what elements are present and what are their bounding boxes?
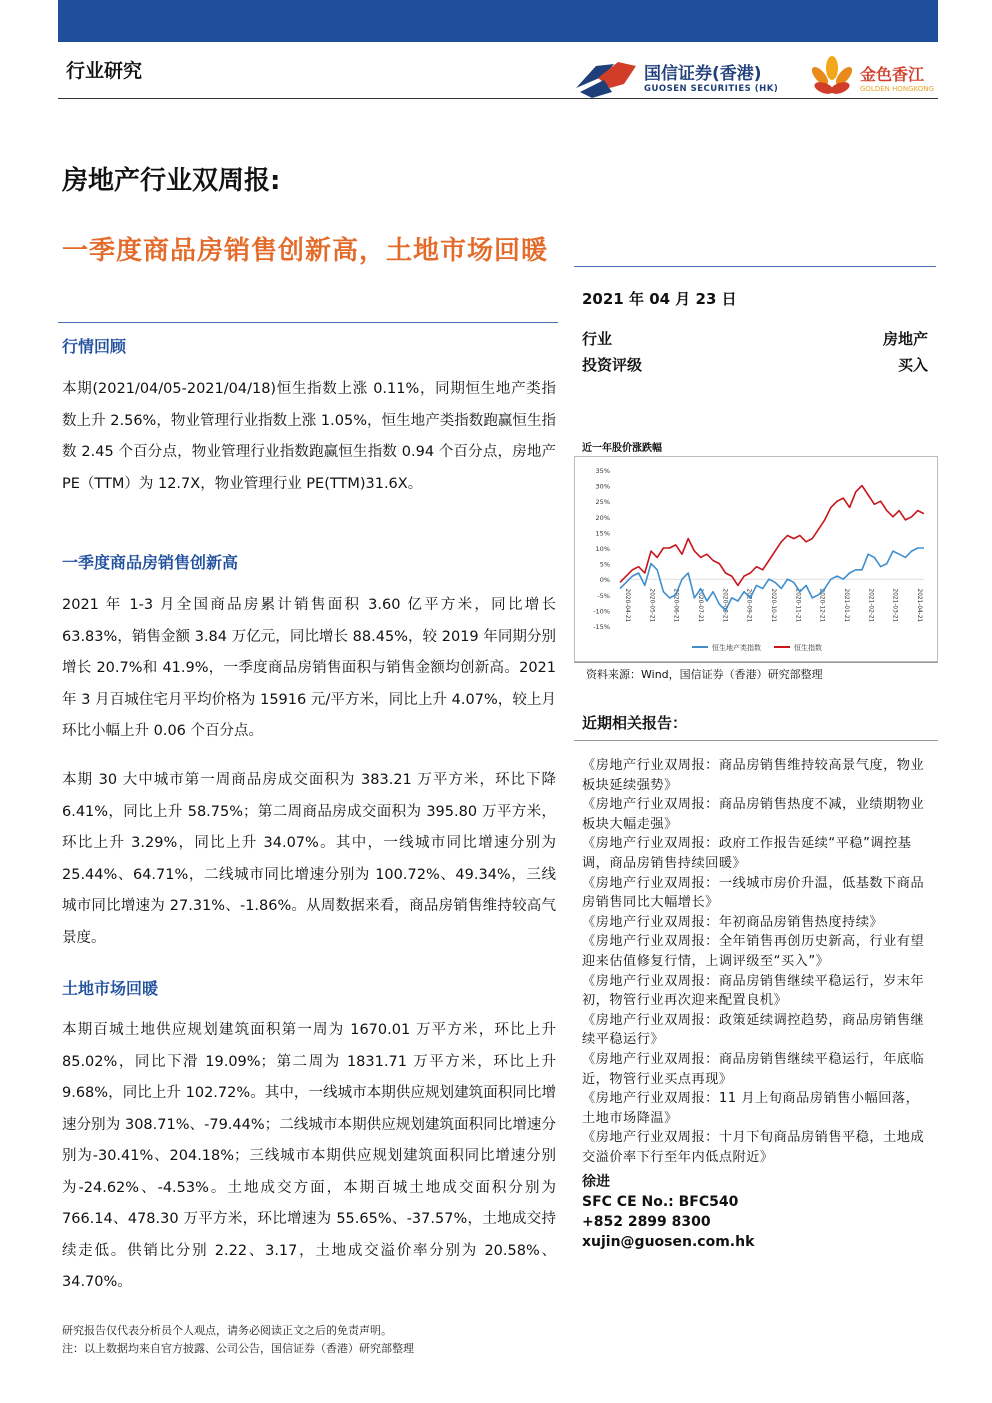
meta-rule (574, 266, 936, 267)
section-heading-land-market: 土地市场回暖 (62, 979, 159, 998)
y-tick-label: 20% (595, 513, 610, 522)
guosen-logo-icon (574, 58, 638, 100)
header-rule (58, 98, 938, 99)
section-heading-q1-sales: 一季度商品房销售创新高 (62, 553, 239, 572)
x-tick-label: 2021-02-21 (867, 588, 874, 623)
analyst-block (582, 1172, 754, 1252)
chart-source: 资料来源：Wind，国信证券（香港）研究部整理 (586, 668, 823, 681)
x-tick-label: 2020-04-21 (624, 588, 630, 623)
x-tick-label: 2020-05-21 (648, 588, 655, 623)
rating-label: 投资评级 (582, 356, 643, 374)
x-tick-label: 2020-10-21 (770, 588, 776, 623)
chart-title: 近一年股价涨跌幅 (582, 443, 662, 454)
golden-logo-cn: 金色香江 (860, 65, 925, 84)
top-color-bar (58, 0, 938, 42)
chart-frame (575, 457, 938, 662)
analyst-name: 徐进 (582, 1174, 610, 1190)
x-tick-label: 2020-12-21 (818, 588, 825, 623)
report-subtitle: 一季度商品房销售创新高，土地市场回暖 (62, 236, 549, 266)
guosen-logo-cn: 国信证券(香港) (644, 64, 762, 84)
recent-reports-rule (574, 740, 938, 741)
report-link[interactable]: 《房地产行业双周报：全年销售再创历史新高，行业有望迎来估值修复行情，上调评级至“买入”》 (582, 934, 925, 969)
x-tick-label: 2021-03-21 (891, 588, 898, 623)
series-line-hsi (620, 486, 924, 586)
paragraph-q1-sales: 2021 年 1-3 月全国商品房累计销售面积 3.60 亿平方米，同比增长 63.83%，销售金额 3.84 万亿元，同比增长 88.45%，较 2019 年同期分别增长 20.7%和 41.9%，一季度商品房销售面积与销售金额均创新高。2021 年 3 月百城住宅月平均价格为 15916 元/平方米，同比上升 4.07%，较上月环比小幅上升 0.06 个百分点。 (62, 597, 556, 739)
report-title: 房地产行业双周报: (62, 166, 281, 196)
analyst-sfc: SFC CE No.: BFC540 (582, 1194, 739, 1210)
guosen-logo-en: GUOSEN SECURITIES (HK) (644, 84, 779, 94)
y-tick-label: 30% (595, 482, 610, 491)
price-change-chart-svg (574, 456, 938, 662)
y-tick-label: 35% (595, 467, 610, 475)
report-link[interactable]: 《房地产行业双周报：政策延续调控趋势，商品房销售继续平稳运行》 (582, 1012, 925, 1048)
golden-flower-icon (806, 54, 858, 102)
y-tick-label: 0% (599, 576, 610, 585)
y-tick-label: 25% (595, 498, 610, 507)
y-tick-label: -10% (593, 607, 610, 616)
golden-logo-en: GOLDEN HONGKONG (860, 85, 934, 93)
rating-value: 买入 (897, 356, 928, 374)
legend-label: 恒生地产类指数 (712, 644, 761, 652)
price-change-chart (574, 456, 938, 662)
report-link[interactable]: 《房地产行业双周报：商品房销售热度不减，业绩期物业板块大幅走强》 (582, 797, 925, 832)
footer-disclaimer: 研究报告仅代表分析员个人观点，请务必阅读正文之后的免责声明。 (62, 1324, 392, 1337)
section-heading-market-review: 行情回顾 (62, 337, 127, 356)
report-link[interactable]: 《房地产行业双周报：11 月上旬商品房销售小幅回落，土地市场降温》 (582, 1091, 920, 1126)
report-date: 2021 年 04 月 23 日 (582, 290, 737, 308)
guosen-logo (574, 56, 794, 102)
analyst-phone: +852 2899 8300 (582, 1214, 711, 1230)
paragraph-weekly-sales: 本期 30 大中城市第一周商品房成交面积为 383.21 万平方米，环比下降 6.41%，同比上升 58.75%；第二周商品房成交面积为 395.80 万平方米，环比上升 3.29%，同比上升 34.07%。其中，一线城市同比增速分别为 25.44%、64.71%，二线城市同比增速分别为 100.72%、49.34%，三线城市同比增速为 27.31%、-1.86%。从周数据来看，商品房销售维持较高气景度。 (62, 772, 556, 946)
paragraph-land-market: 本期百城土地供应规划建筑面积第一周为 1670.01 万平方米，环比上升 85.02%，同比下滑 19.09%；第二周为 1831.71 万平方米，环比上升 9.68%，同比上升 102.72%。其中，一线城市本期供应规划建筑面积同比增速分别为 308.71%、-79.44%；二线城市本期供应规划建筑面积同比增速分别为-30.41%、204.18%；三线城市本期供应规划建筑面积同比增速分别为-24.62%、-4.53%。土地成交方面，本期百城土地成交面积分别为 766.14、478.30 万平方米，环比增速为 55.65%、-37.57%，土地成交持续走低。供销比分别 2.22、3.17，土地成交溢价率分别为 20.58%、34.70%。 (62, 1022, 556, 1290)
report-link[interactable]: 《房地产行业双周报：一线城市房价升温，低基数下商品房销售同比大幅增长》 (582, 875, 925, 911)
report-link[interactable]: 《房地产行业双周报：商品房销售继续平稳运行，岁末年初，物管行业再次迎来配置良机》 (582, 973, 925, 1009)
golden-hongkong-logo (806, 54, 946, 102)
x-tick-label: 2020-06-21 (672, 588, 679, 623)
report-link[interactable]: 《房地产行业双周报：政府工作报告延续“平稳”调控基调，商品房销售持续回暖》 (582, 836, 912, 871)
report-link[interactable]: 《房地产行业双周报：商品房销售继续平稳运行，年底临近，物管行业买点再现》 (582, 1051, 925, 1087)
analyst-email[interactable]: xujin@guosen.com.hk (582, 1234, 755, 1250)
section-tag: 行业研究 (66, 60, 143, 82)
footer-note: 注：以上数据均来自官方披露、公司公告，国信证券（香港）研究部整理 (62, 1342, 414, 1355)
paragraph-market-review: 本期(2021/04/05-2021/04/18)恒生指数上涨 0.11%，同期恒生地产类指数上升 2.56%，物业管理行业指数上涨 1.05%，恒生地产类指数跑赢恒生指数 2.45 个百分点，物业管理行业指数跑赢恒生指数 0.94 个百分点，房地产 PE（TTM）为 12.7X，物业管理行业 PE(TTM)31.6X。 (62, 381, 556, 492)
y-tick-label: -5% (597, 591, 610, 600)
y-tick-label: 5% (599, 560, 610, 569)
x-tick-label: 2020-09-21 (745, 588, 752, 623)
x-tick-label: 2020-08-21 (721, 588, 728, 623)
y-tick-label: 15% (595, 529, 610, 538)
industry-value: 房地产 (882, 330, 928, 348)
report-link[interactable]: 《房地产行业双周报：年初商品房销售热度持续》 (582, 914, 884, 930)
y-tick-label: -15% (593, 623, 610, 631)
industry-label: 行业 (582, 330, 613, 348)
recent-reports-list (582, 756, 928, 1167)
x-tick-label: 2021-01-21 (843, 588, 849, 623)
legend-label: 恒生指数 (794, 644, 822, 652)
recent-reports-title: 近期相关报告： (582, 714, 688, 732)
x-tick-label: 2020-11-21 (794, 588, 801, 623)
x-tick-label: 2021-04-21 (916, 588, 922, 623)
report-link[interactable]: 《房地产行业双周报：十月下旬商品房销售平稳，土地成交溢价率下行至年内低点附近》 (582, 1130, 925, 1165)
report-link[interactable]: 《房地产行业双周报：商品房销售维持较高景气度，物业板块延续强势》 (582, 758, 925, 793)
title-rule (58, 322, 558, 323)
y-tick-label: 10% (595, 545, 610, 553)
x-tick-label: 2020-07-21 (697, 588, 703, 623)
chart-source-rule (574, 662, 938, 663)
